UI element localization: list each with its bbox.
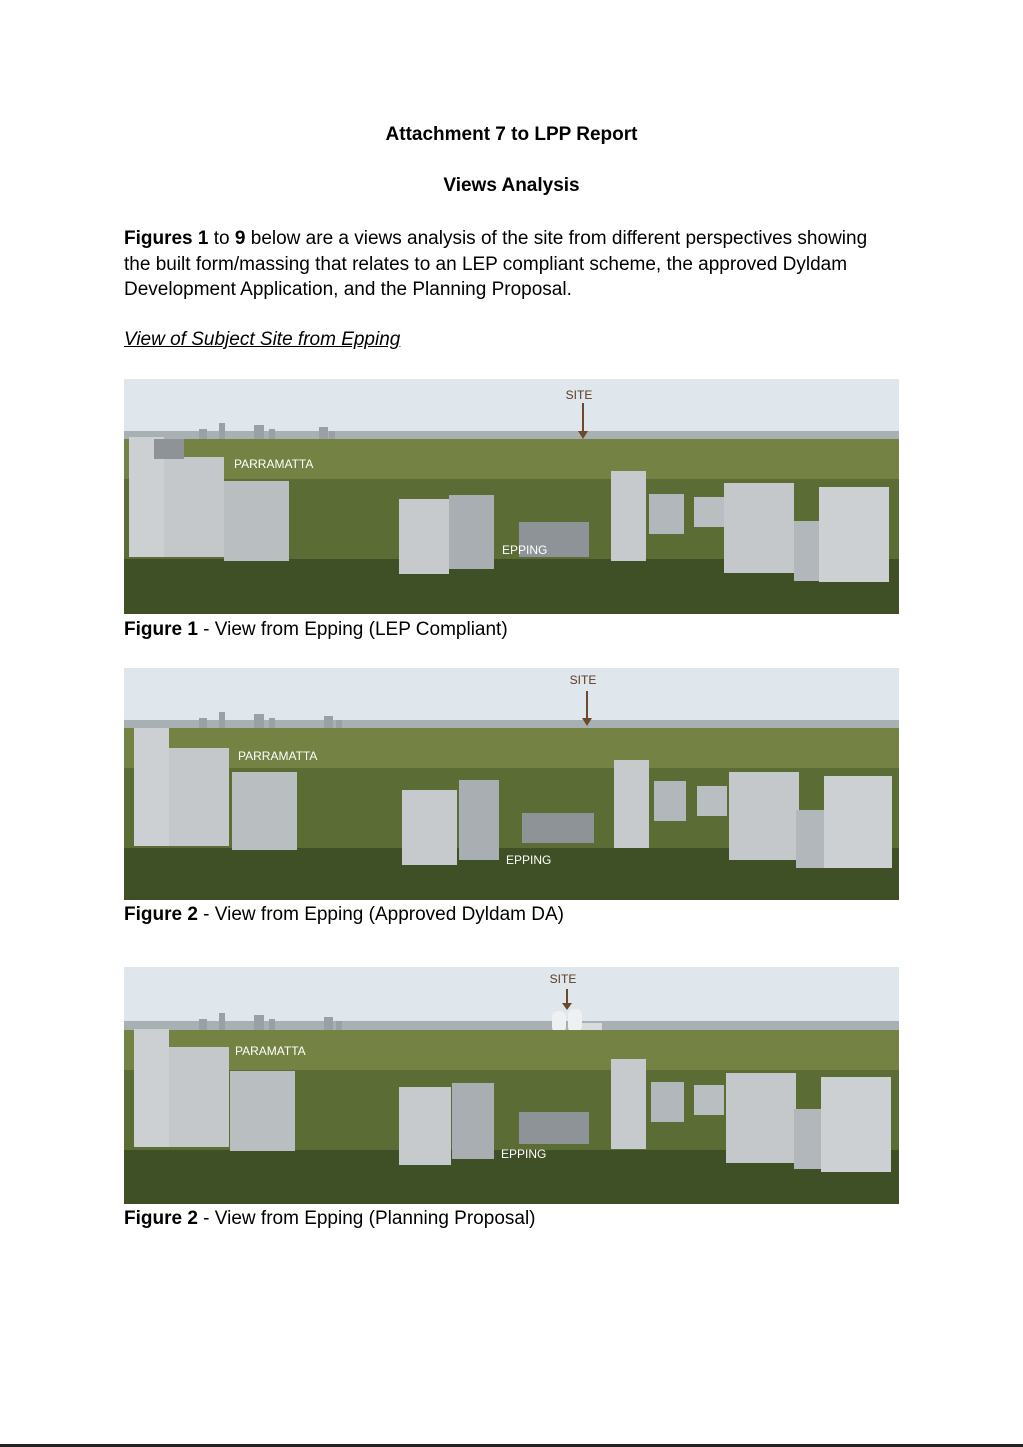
figure-1-caption (124, 619, 508, 641)
figure-2-image (124, 668, 899, 900)
label-epping: EPPING (506, 853, 552, 867)
label-parramatta: PARRAMATTA (238, 749, 318, 763)
label-epping: EPPING (501, 1147, 547, 1161)
intro-bold-figures: Figures 1 (124, 228, 209, 249)
document-subtitle: Views Analysis (443, 175, 580, 196)
horizon-haze (124, 1021, 899, 1031)
intro-paragraph (124, 226, 884, 303)
sky (124, 967, 899, 1027)
intro-text-body: below are a views analysis of the site from different perspectives showing the built form/massing that relates to an LEP compliant scheme, the approved Dyldam Development Application, and the Planning Proposal. (124, 228, 868, 300)
figure-1-caption-text: - View from Epping (LEP Compliant) (197, 619, 508, 640)
label-site: SITE (569, 673, 597, 687)
label-parramatta: PARRAMATTA (234, 457, 314, 471)
figure-2-caption-text: - View from Epping (Approved Dyldam DA) (197, 904, 564, 925)
figure-3-caption-label: Figure 2 (124, 1208, 198, 1229)
sky (124, 668, 899, 726)
figure-1-image (124, 379, 899, 614)
intro-bold-nine: 9 (234, 228, 246, 249)
figure-2-caption (124, 904, 564, 926)
label-epping: EPPING (502, 543, 548, 557)
figure-3-caption (124, 1208, 536, 1230)
intro-text-to: to (208, 228, 235, 249)
figure-3-photo (124, 967, 899, 1204)
section-heading: View of Subject Site from Epping (124, 329, 401, 350)
figure-2-caption-label: Figure 2 (124, 904, 198, 925)
figure-3-image (124, 967, 899, 1204)
label-site: SITE (549, 972, 577, 986)
sky (124, 379, 899, 439)
label-parramatta: PARAMATTA (235, 1044, 306, 1058)
document-title: Attachment 7 to LPP Report (385, 124, 638, 145)
figure-1-caption-label: Figure 1 (124, 619, 198, 640)
figure-1-photo (124, 379, 899, 614)
label-site: SITE (565, 388, 593, 402)
figure-2-photo (124, 668, 899, 900)
figure-3-caption-text: - View from Epping (Planning Proposal) (197, 1208, 536, 1229)
